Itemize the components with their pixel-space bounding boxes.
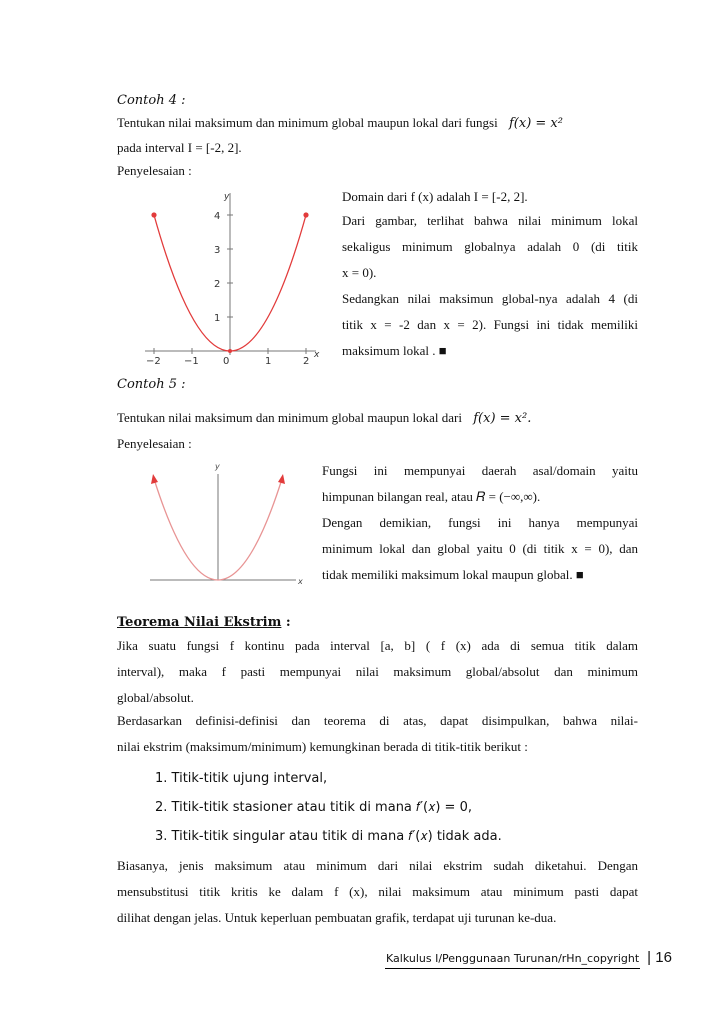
list-item: 1. Titik-titik ujung interval, bbox=[155, 771, 328, 786]
teorema-heading-suffix: : bbox=[281, 615, 291, 630]
contoh5-problem-func: 𝑓(𝑥) = 𝑥². bbox=[473, 411, 532, 426]
teorema-heading-row bbox=[117, 613, 291, 631]
arrow-right bbox=[278, 474, 285, 484]
x-tick-label: 0 bbox=[223, 356, 230, 367]
contoh5-problem bbox=[117, 410, 531, 427]
y-tick-label: 4 bbox=[214, 211, 221, 222]
x-axis-label: x bbox=[298, 577, 303, 586]
arrow-left bbox=[151, 474, 158, 484]
x-tick-label: 2 bbox=[303, 356, 310, 367]
contoh5-problem-text: Tentukan nilai maksimum dan minimum global maupun lokal dari bbox=[117, 410, 462, 425]
closing-line: Biasanya, jenis maksimum atau minimum dari nilai ekstrim sudah diketahui. Dengan bbox=[117, 858, 638, 873]
footer-text: Kalkulus I/Penggunaan Turunan/rHn_copyright bbox=[386, 952, 640, 965]
contoh5-heading: Contoh 5 : bbox=[117, 377, 186, 392]
y-tick-label: 2 bbox=[214, 279, 221, 290]
list-item: 3. Titik-titik singular atau titik di mana 𝑓′(𝑥) tidak ada. bbox=[155, 829, 502, 844]
conclusion-line: Berdasarkan definisi-definisi dan teorema di atas, dapat disimpulkan, bahwa nilai- bbox=[117, 713, 638, 728]
contoh4-line: titik x = -2 dan x = 2). Fungsi ini tidak memiliki bbox=[342, 317, 638, 332]
x-tick-label: −2 bbox=[146, 356, 161, 367]
y-axis-label: y bbox=[224, 192, 230, 202]
contoh4-line: sekaligus minimum globalnya adalah 0 (di titik bbox=[342, 239, 638, 254]
footer bbox=[386, 949, 672, 967]
x-tick-label: −1 bbox=[184, 356, 199, 367]
contoh4-line: Dari gambar, terlihat bahwa nilai minimum lokal bbox=[342, 213, 638, 228]
vertex-point bbox=[228, 349, 232, 353]
teorema-line: Jika suatu fungsi f kontinu pada interval [a, b] ( f (x) ada di semua titik dalam bbox=[117, 638, 638, 653]
contoh5-line: minimum lokal dan global yaitu 0 (di titik x = 0), dan bbox=[322, 541, 638, 556]
contoh4-problem-text: Tentukan nilai maksimum dan minimum global maupun lokal dari fungsi bbox=[117, 115, 498, 130]
contoh4-problem-func: 𝑓(𝑥) = 𝑥² bbox=[508, 116, 563, 131]
contoh5-graph bbox=[148, 460, 308, 590]
contoh5-line: Dengan demikian, fungsi ini hanya mempunyai bbox=[322, 515, 638, 530]
x-tick-label: 1 bbox=[265, 356, 272, 367]
contoh5-line: Fungsi ini mempunyai daerah asal/domain yaitu bbox=[322, 463, 638, 478]
endpoint-left bbox=[151, 212, 156, 217]
contoh4-line: x = 0). bbox=[342, 265, 377, 280]
closing-line: mensubstitusi titik kritis ke dalam f (x), nilai maksimum atau minimum pasti dapat bbox=[117, 884, 638, 899]
contoh4-problem bbox=[117, 115, 563, 132]
contoh5-line: tidak memiliki maksimum lokal maupun global. ■ bbox=[322, 567, 584, 582]
contoh4-interval: pada interval I = [-2, 2]. bbox=[117, 140, 242, 155]
closing-line: dilihat dengan jelas. Untuk keperluan pembuatan grafik, terdapat uji turunan ke-dua. bbox=[117, 910, 557, 925]
list-item: 2. Titik-titik stasioner atau titik di mana 𝑓′(𝑥) = 0, bbox=[155, 800, 472, 815]
contoh4-heading: Contoh 4 : bbox=[117, 93, 186, 108]
teorema-heading: Teorema Nilai Ekstrim bbox=[117, 615, 282, 630]
endpoint-right bbox=[303, 212, 308, 217]
y-axis-label: y bbox=[215, 462, 220, 471]
teorema-line: global/absolut. bbox=[117, 690, 194, 705]
contoh4-solution-label: Penyelesaian : bbox=[117, 163, 192, 178]
footer-rule bbox=[385, 968, 640, 969]
contoh4-graph bbox=[140, 185, 325, 367]
contoh4-line: Domain dari f (x) adalah I = [-2, 2]. bbox=[342, 189, 528, 204]
y-tick-label: 3 bbox=[214, 245, 221, 256]
teorema-line: interval), maka f pasti mempunyai nilai maksimum global/absolut dan minimum bbox=[117, 664, 638, 679]
contoh5-solution-label: Penyelesaian : bbox=[117, 436, 192, 451]
y-tick-label: 1 bbox=[214, 313, 221, 324]
contoh4-line: maksimum lokal . ■ bbox=[342, 343, 447, 358]
conclusion-line: nilai ekstrim (maksimum/minimum) kemungkinan berada di titik-titik berikut : bbox=[117, 739, 528, 754]
contoh5-line: himpunan bilangan real, atau 𝑅 = (−∞,∞). bbox=[322, 489, 541, 504]
x-axis-label: x bbox=[314, 350, 320, 360]
contoh4-line: Sedangkan nilai maksimun global-nya adalah 4 (di bbox=[342, 291, 638, 306]
page-number: | 16 bbox=[647, 949, 672, 966]
